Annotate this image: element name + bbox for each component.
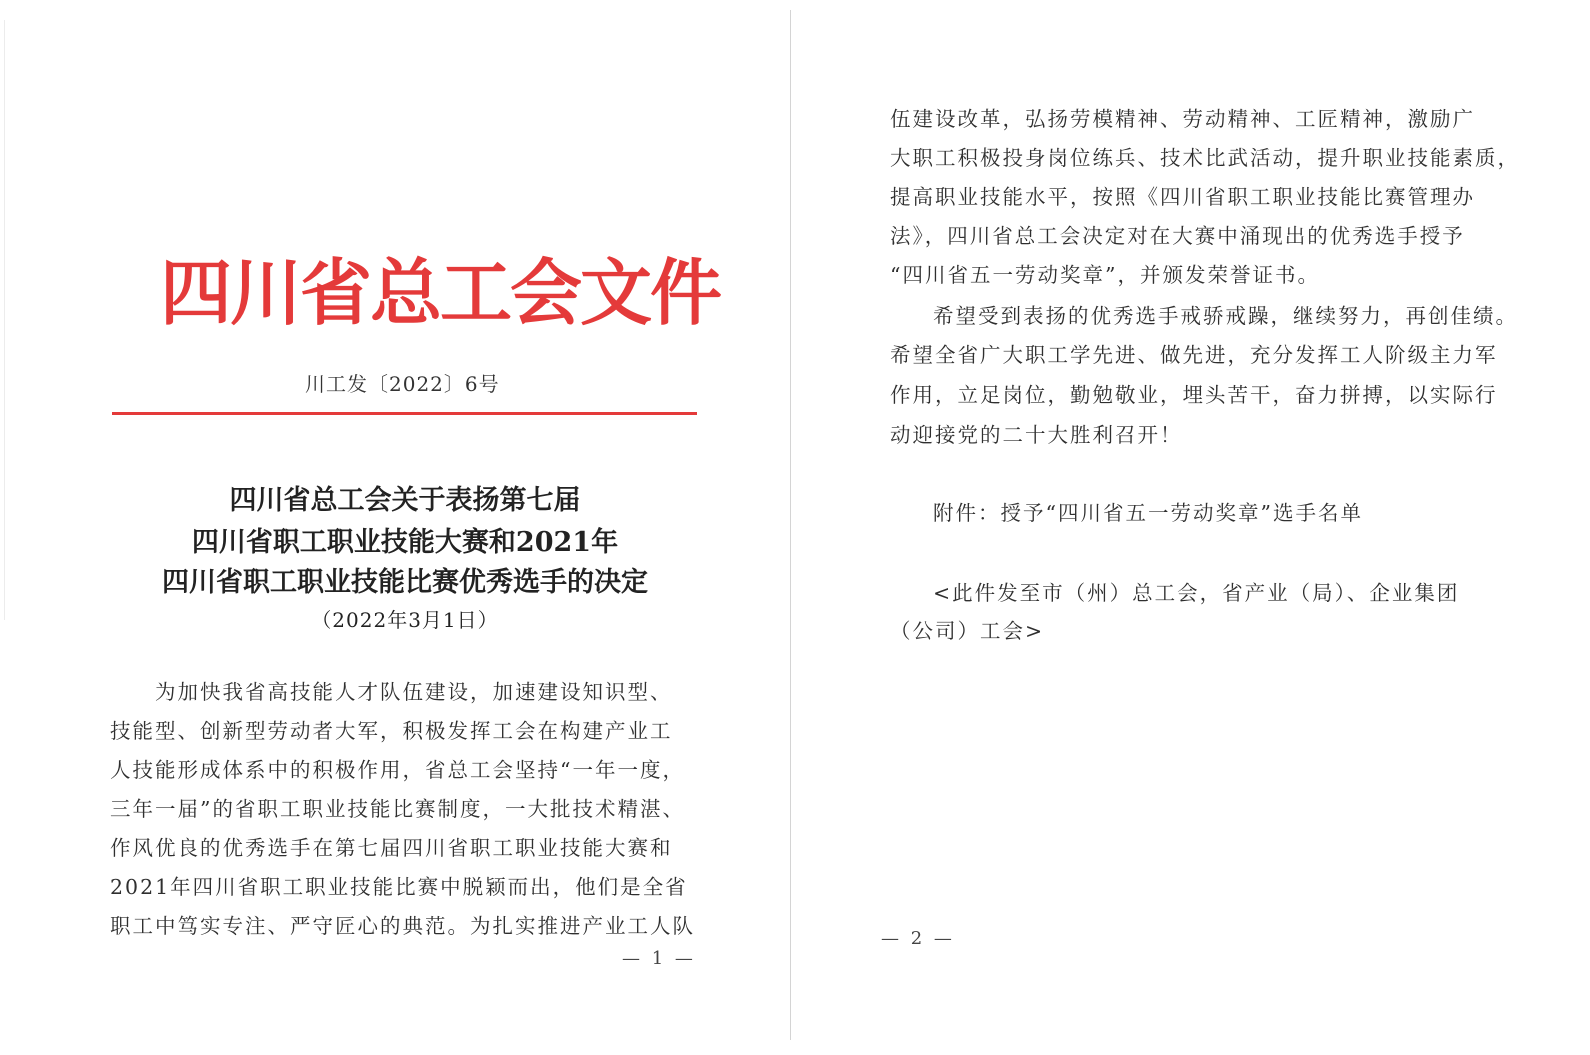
headline-line-1: 四川省总工会关于表扬第七届 [229, 485, 581, 516]
body-line: 希望受到表扬的优秀选手戒骄戒躁，继续努力，再创佳绩。 [933, 304, 1518, 328]
distribution-line-1: <此件发至市（州）总工会，省产业（局）、企业集团 [933, 581, 1460, 605]
page-number: — 1 — [622, 948, 696, 969]
body-line: 职工中笃实专注、严守匠心的典范。为扎实推进产业工人队 [110, 914, 695, 938]
body-line: 作用，立足岗位，勤勉敬业，埋头苦干，奋力拼搏，以实际行 [890, 383, 1498, 407]
document-page-2 [793, 0, 1590, 1055]
body-line: 人技能形成体系中的积极作用，省总工会坚持“一年一度， [110, 758, 685, 782]
body-line: 技能型、创新型劳动者大军，积极发挥工会在构建产业工 [110, 719, 673, 743]
distribution-line-2: （公司）工会> [890, 619, 1045, 643]
headline-line-2: 四川省职工职业技能大赛和2021年 [191, 527, 619, 558]
body-line: 三年一届”的省职工职业技能比赛制度，一大批技术精湛、 [110, 797, 685, 821]
document-page-1 [0, 0, 790, 1055]
page-edge-shadow [4, 20, 5, 620]
document-date: （2022年3月1日） [311, 608, 499, 632]
body-line: 伍建设改革，弘扬劳模精神、劳动精神、工匠精神，激励广 [890, 107, 1475, 131]
body-line: 为加快我省高技能人才队伍建设，加速建设知识型、 [155, 680, 673, 704]
body-line: 法》，四川省总工会决定对在大赛中涌现出的优秀选手授予 [890, 224, 1465, 248]
document-header-title: 四川省总工会文件 [160, 251, 721, 335]
body-line: “四川省五一劳动奖章”，并颁发荣誉证书。 [890, 263, 1320, 287]
headline-line-3: 四川省职工职业技能比赛优秀选手的决定 [162, 567, 648, 598]
body-line: 大职工积极投身岗位练兵、技术比武活动，提升职业技能素质， [890, 146, 1520, 170]
body-line: 作风优良的优秀选手在第七届四川省职工职业技能大赛和 [110, 836, 673, 860]
attachment-note: 附件：授予“四川省五一劳动奖章”选手名单 [933, 501, 1363, 525]
red-separator-line [112, 412, 697, 415]
body-line: 动迎接党的二十大胜利召开！ [890, 423, 1183, 447]
page-number: — 2 — [881, 928, 955, 949]
body-line: 希望全省广大职工学先进、做先进，充分发挥工人阶级主力军 [890, 343, 1498, 367]
body-line: 2021年四川省职工职业技能比赛中脱颖而出，他们是全省 [110, 875, 688, 899]
body-line: 提高职业技能水平，按照《四川省职工职业技能比赛管理办 [890, 185, 1475, 209]
page-divider [790, 10, 791, 1040]
document-number: 川工发〔2022〕6号 [305, 372, 500, 396]
